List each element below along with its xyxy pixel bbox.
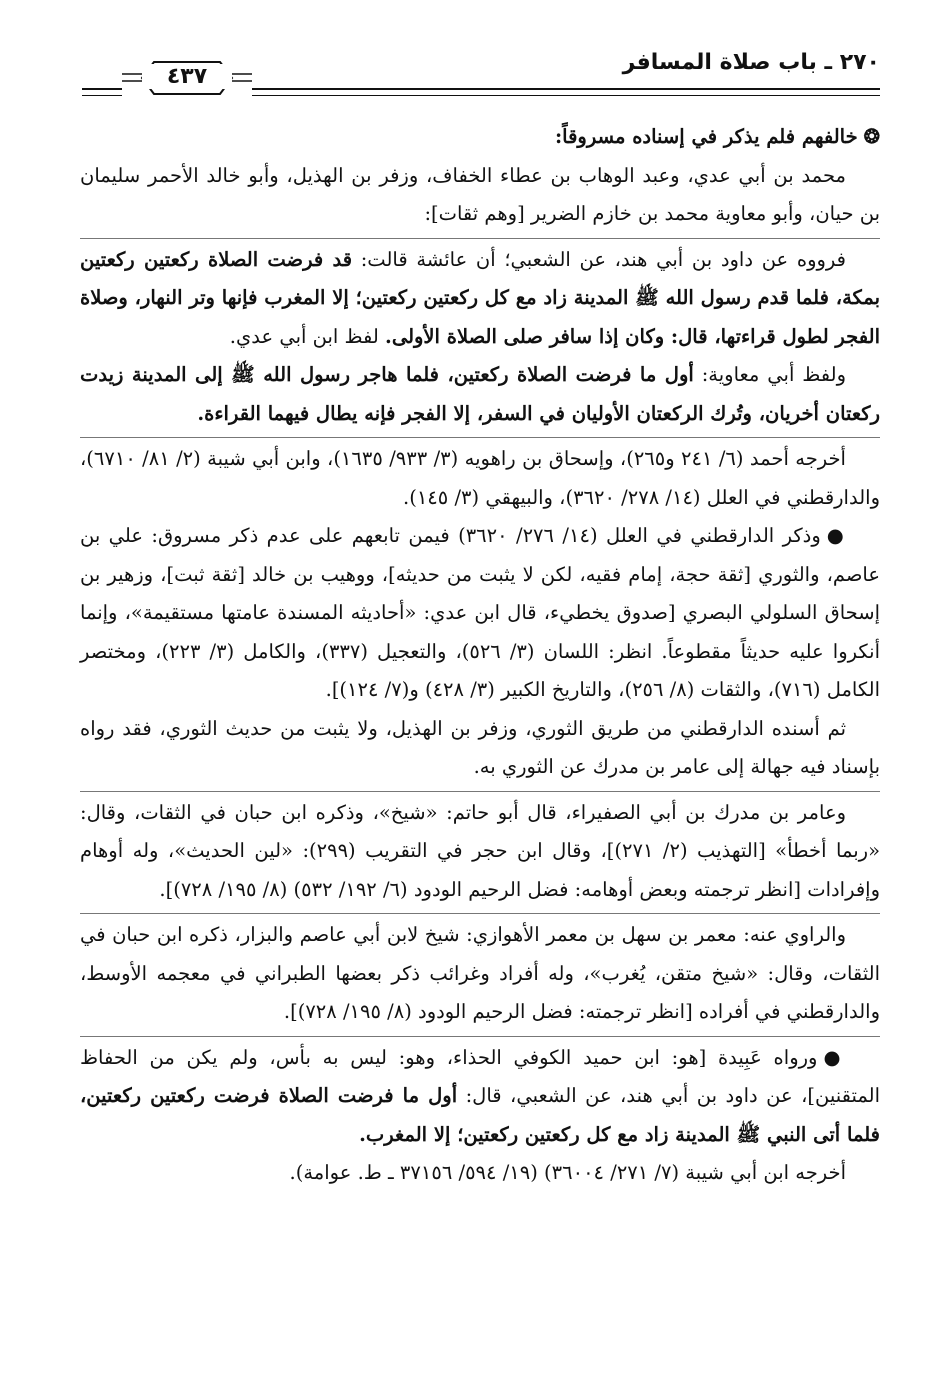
- page-number: ٤٣٧: [142, 64, 232, 89]
- hadith-text: أول ما فرضت الصلاة فرضت ركعتين ركعتين، فلما أتى النبي ﷺ المدينة زاد مع كل ركعتين ركعتين؛ إلا المغرب.: [80, 1084, 880, 1146]
- paragraph-ubayda: [80, 1039, 880, 1155]
- bullet-icon: ❂: [863, 125, 880, 148]
- paragraph-takhrij-2: أخرجه ابن أبي شيبة (٧/ ٢٧١/ ٣٦٠٠٤) (١٩/ ٥٩٤/ ٣٧١٥٦ ـ ط. عوامة).: [289, 1161, 846, 1184]
- paragraph-hadith-1: [80, 241, 880, 357]
- hadith-intro: ولفظ أبي معاوية:: [701, 363, 847, 386]
- hadith-text: أول ما فرضت الصلاة ركعتين، فلما هاجر رسول الله ﷺ إلى المدينة زيدت ركعتان أخريان، وتُرك الركعتان الأوليان في السفر، إلا الفجر فإنه يطال فيهما القراءة.: [80, 363, 880, 425]
- divider: [80, 913, 880, 914]
- section-heading: ❂خالفهم فلم يذكر في إسناده مسروقاً:: [554, 125, 880, 148]
- page-body: [80, 118, 880, 1193]
- paragraph-thawri: ثم أسنده الدارقطني من طريق الثوري، وزفر بن الهذيل، ولا يثبت من حديث الثوري، فقد رواه بإسناد فيه جهالة إلى عامر بن مدرك عن الثوري به.: [80, 716, 880, 778]
- bullet-icon: ●: [823, 1045, 847, 1069]
- paragraph-takhrij: أخرجه أحمد (٦/ ٢٤١ و٢٦٥)، وإسحاق بن راهويه (٣/ ٩٣٣/ ١٦٣٥)، وابن أبي شيبة (٢/ ٨١/ ٦٧١٠)، والدارقطني في العلل (١٤/ ٢٧٨/ ٣٦٢٠)، والبيهقي (٣/ ١٤٥).: [80, 447, 880, 509]
- hadith-tail: لفظ ابن أبي عدي.: [229, 324, 379, 348]
- paragraph-narrators: محمد بن أبي عدي، وعبد الوهاب بن عطاء الخفاف، وزفر بن الهذيل، وأبو خالد الأحمر سليمان بن حيان، وأبو معاوية محمد بن خازم الضرير [وهم ثقات]:: [80, 163, 880, 225]
- paragraph-hadith-2: [80, 356, 880, 433]
- paragraph-mamar: والراوي عنه: معمر بن سهل بن معمر الأهوازي: شيخ لابن أبي عاصم والبزار، ذكره ابن حبان في الثقات، وقال: «شيخ متقن، يُغرب»، وله أفراد وغرائب ذكر بعضها الطبراني في معجمه الأوسط، والدارقطني في أفراده [انظر ترجمته: فضل الرحيم الودود (٨/ ١٩٥/ ٧٢٨)].: [80, 923, 880, 1023]
- hadith-intro: فرووه عن داود بن أبي هند، عن الشعبي؛ أن عائشة قالت:: [360, 247, 847, 271]
- divider: [80, 437, 880, 438]
- bullet-icon: ●: [826, 524, 846, 547]
- divider: [80, 1036, 880, 1037]
- page-header: [82, 40, 880, 110]
- hadith-text: قد فرضت الصلاة ركعتين ركعتين بمكة، فلما قدم رسول الله ﷺ المدينة زاد مع كل ركعتين ركعتين؛ إلا المغرب فإنها وتر النهار، وصلاة الفجر لطول قراءتها، قال: وكان إذا سافر صلى الصلاة الأولى.: [80, 247, 880, 348]
- divider: [80, 238, 880, 239]
- running-title: ٢٧٠ ـ باب صلاة المسافر: [622, 50, 880, 75]
- hadith-intro: ورواه عَبِيدة [هو: ابن حميد الكوفي الحذاء، وهو: ليس به بأس، ولم يكن من الحفاظ المتقنين]، عن داود بن أبي هند، عن الشعبي، قال:: [80, 1045, 880, 1107]
- divider: [80, 791, 880, 792]
- paragraph-daraqutni: ●وذكر الدارقطني في العلل (١٤/ ٢٧٦/ ٣٦٢٠) فيمن تابعهم على عدم ذكر مسروق: علي بن عاصم، والثوري [ثقة حجة، إمام فقيه، لكن لا يثبت من حديثه]، ووهيب بن خالد [ثقة ثبت]، وزهير بن إسحاق السلولي البصري [صدوق يخطيء، قال ابن عدي: «أحاديثه المسندة عامتها مستقيمة»، وإنما أنكروا عليه حديثاً مقطوعاً. انظر: اللسان (٣/ ٥٢٦)، والتعجيل (٣٣٧)، والكامل (٣/ ٢٢٣)، ومختصر الكامل (٧١٦)، والثقات (٨/ ٢٥٦)، والتاريخ الكبير (٣/ ٤٢٨) و(٧/ ١٢٤)].: [80, 524, 880, 701]
- paragraph-amir: وعامر بن مدرك بن أبي الصفيراء، قال أبو حاتم: «شيخ»، وذكره ابن حبان في الثقات، وقال: «ربما أخطأ» [التهذيب (٢/ ٢٧١)]، وقال ابن حجر في التقريب (٢٩٩): «لين الحديث»، وله أوهام وإفرادات [انظر ترجمته وبعض أوهامه: فضل الرحيم الودود (٦/ ١٩٢/ ٥٣٢) (٨/ ١٩٥/ ٧٢٨)].: [80, 800, 880, 901]
